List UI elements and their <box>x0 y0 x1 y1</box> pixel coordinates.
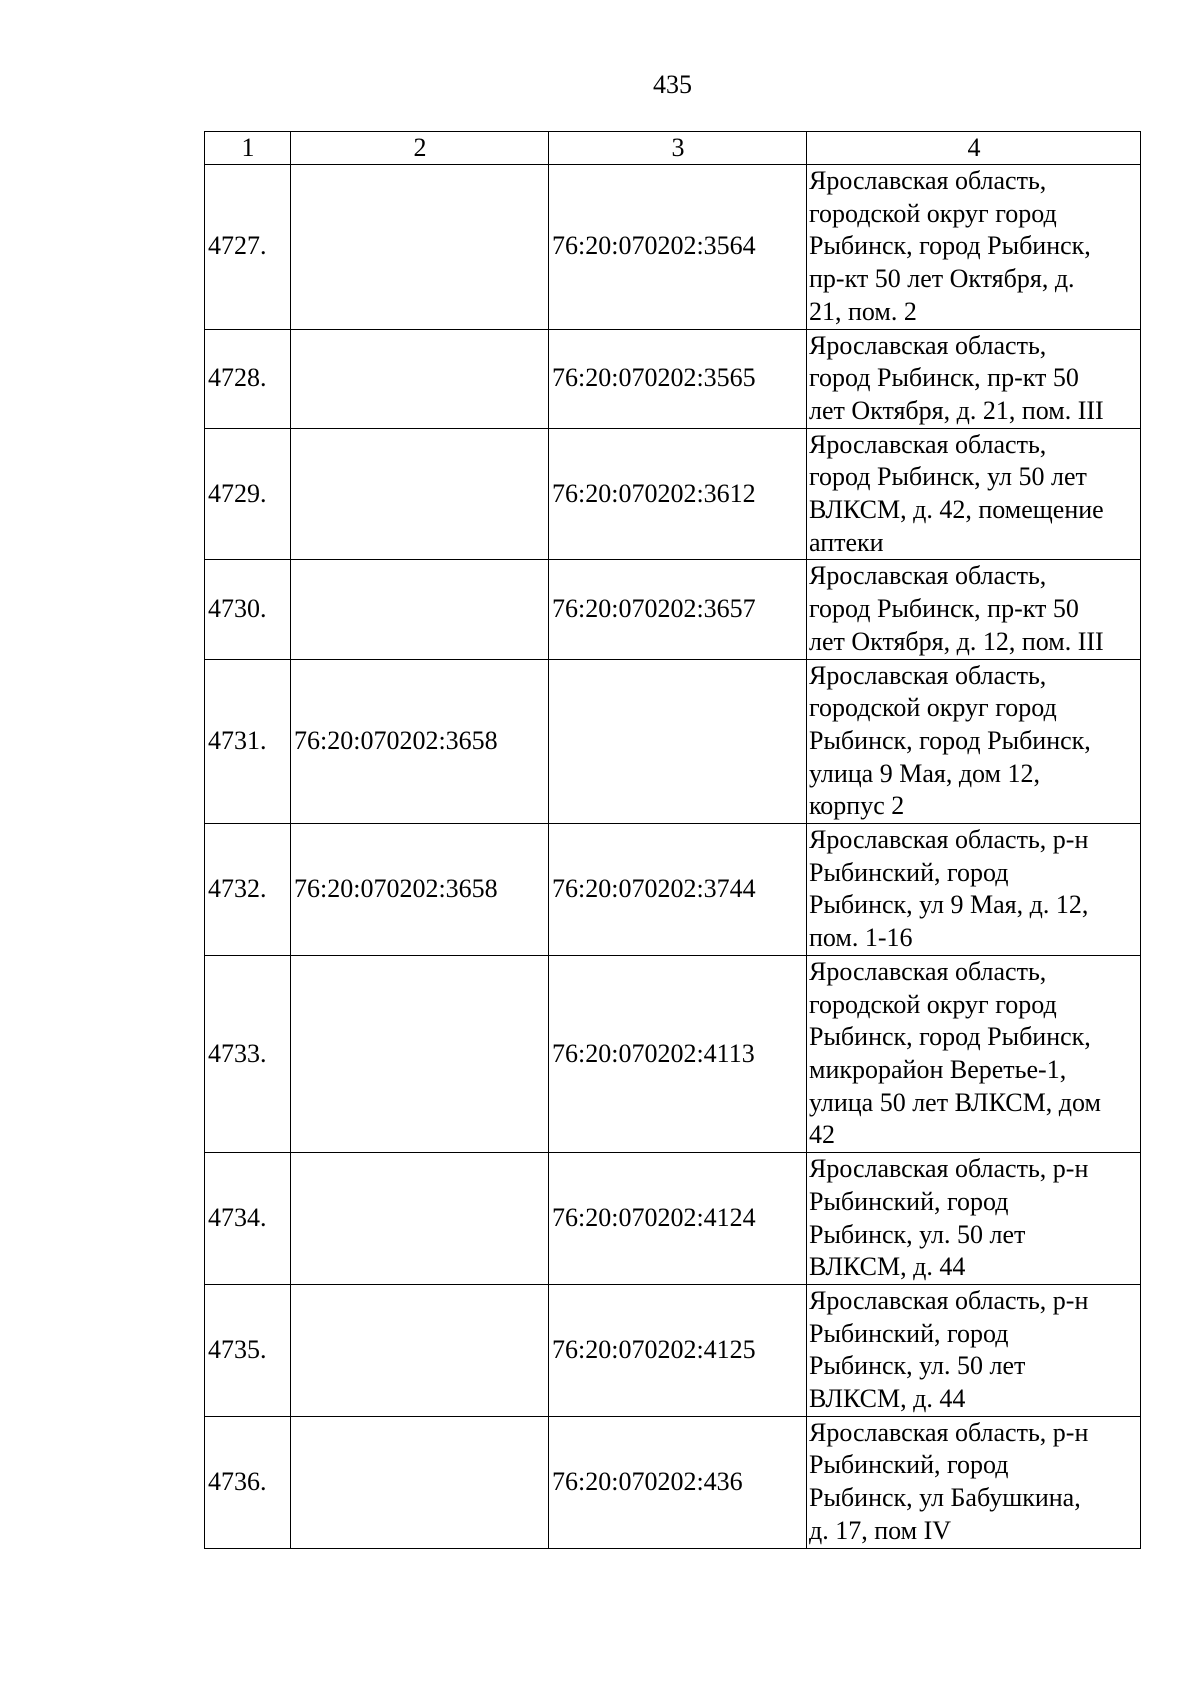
address-line: аптеки <box>809 527 884 557</box>
address-cell <box>807 1416 1141 1548</box>
address-line: городской округ город <box>809 198 1057 228</box>
header-cell-3: 3 <box>549 132 807 165</box>
address-line: пр-кт 50 лет Октября, д. <box>809 264 1075 294</box>
address-line: Ярославская область, р-н <box>809 825 1089 855</box>
column-3-cell: 76:20:070202:4125 <box>549 1284 807 1416</box>
address-line: Рыбинск, ул. 50 лет <box>809 1219 1026 1249</box>
address-line: Ярославская область, <box>809 166 1047 195</box>
column-3-cell: 76:20:070202:3612 <box>549 428 807 560</box>
table-row <box>205 955 1141 1152</box>
column-2-cell <box>291 560 549 659</box>
column-2-cell <box>291 1416 549 1548</box>
column-2-cell <box>291 329 549 428</box>
table-row <box>205 560 1141 659</box>
table-row <box>205 824 1141 956</box>
address-cell <box>807 560 1141 659</box>
address-line: Ярославская область, р-н <box>809 1285 1089 1315</box>
column-3-cell: 76:20:070202:3564 <box>549 165 807 330</box>
address-line: микрорайон Веретье-1, <box>809 1054 1067 1084</box>
header-cell-1: 1 <box>205 132 291 165</box>
table-row <box>205 1153 1141 1285</box>
header-cell-4: 4 <box>807 132 1141 165</box>
address-cell <box>807 1284 1141 1416</box>
address-line: Ярославская область, <box>809 330 1047 360</box>
column-2-cell <box>291 428 549 560</box>
column-3-cell: 76:20:070202:3657 <box>549 560 807 659</box>
address-cell <box>807 329 1141 428</box>
address-line: ВЛКСМ, д. 44 <box>809 1384 966 1414</box>
table-row <box>205 659 1141 824</box>
address-line: город Рыбинск, ул 50 лет <box>809 462 1087 492</box>
column-2-cell <box>291 955 549 1152</box>
address-line: Рыбинский, город <box>809 1186 1009 1216</box>
table-row <box>205 428 1141 560</box>
column-2-cell: 76:20:070202:3658 <box>291 824 549 956</box>
column-3-cell: 76:20:070202:4124 <box>549 1153 807 1285</box>
registry-table-body <box>205 132 1141 1549</box>
address-line: лет Октября, д. 21, пом. III <box>809 395 1104 425</box>
address-line: лет Октября, д. 12, пом. III <box>809 626 1104 656</box>
header-row <box>205 132 1141 165</box>
column-2-cell <box>291 1284 549 1416</box>
address-cell <box>807 1153 1141 1285</box>
address-line: пом. 1-16 <box>809 923 913 953</box>
address-cell <box>807 955 1141 1152</box>
address-line: город Рыбинск, пр-кт 50 <box>809 363 1079 393</box>
address-line: город Рыбинск, пр-кт 50 <box>809 594 1079 624</box>
row-number-cell: 4732. <box>205 824 291 956</box>
address-line: Ярославская область, <box>809 956 1047 986</box>
address-line: улица 9 Мая, дом 12, <box>809 758 1041 788</box>
address-line: Рыбинский, город <box>809 857 1009 887</box>
address-line: Ярославская область, <box>809 429 1047 459</box>
column-3-cell: 76:20:070202:4113 <box>549 955 807 1152</box>
row-number-cell: 4730. <box>205 560 291 659</box>
address-line: Рыбинск, город Рыбинск, <box>809 231 1091 261</box>
address-line: Рыбинск, ул. 50 лет <box>809 1351 1026 1381</box>
address-cell <box>807 428 1141 560</box>
address-cell <box>807 659 1141 824</box>
address-line: ВЛКСМ, д. 42, помещение <box>809 495 1104 525</box>
row-number-cell: 4727. <box>205 165 291 330</box>
row-number-cell: 4731. <box>205 659 291 824</box>
column-2-cell: 76:20:070202:3658 <box>291 659 549 824</box>
column-3-cell: 76:20:070202:3744 <box>549 824 807 956</box>
column-2-cell <box>291 165 549 330</box>
address-line: Рыбинский, город <box>809 1318 1009 1348</box>
address-line: городской округ город <box>809 693 1057 723</box>
page-number: 435 <box>653 70 692 99</box>
address-line: Рыбинск, город Рыбинск, <box>809 1022 1091 1052</box>
address-line: Рыбинск, ул Бабушкина, <box>809 1483 1081 1513</box>
address-line: д. 17, пом IV <box>809 1515 952 1545</box>
address-line: Рыбинск, город Рыбинск, <box>809 725 1091 755</box>
address-line: 21, пом. 2 <box>809 296 917 326</box>
address-line: городской округ город <box>809 989 1057 1019</box>
address-line: улица 50 лет ВЛКСМ, дом <box>809 1087 1101 1117</box>
address-cell <box>807 165 1141 330</box>
table-row <box>205 329 1141 428</box>
column-3-cell: 76:20:070202:3565 <box>549 329 807 428</box>
row-number-cell: 4733. <box>205 955 291 1152</box>
column-3-cell: 76:20:070202:436 <box>549 1416 807 1548</box>
table-row <box>205 1416 1141 1548</box>
address-line: Ярославская область, <box>809 561 1047 591</box>
row-number-cell: 4729. <box>205 428 291 560</box>
address-line: Ярославская область, р-н <box>809 1417 1089 1447</box>
row-number-cell: 4735. <box>205 1284 291 1416</box>
address-line: Ярославская область, <box>809 660 1047 690</box>
row-number-cell: 4734. <box>205 1153 291 1285</box>
table-row <box>205 1284 1141 1416</box>
row-number-cell: 4728. <box>205 329 291 428</box>
row-number-cell: 4736. <box>205 1416 291 1548</box>
address-line: ВЛКСМ, д. 44 <box>809 1252 966 1282</box>
header-cell-2: 2 <box>291 132 549 165</box>
address-cell <box>807 824 1141 956</box>
table-row <box>205 165 1141 330</box>
column-2-cell <box>291 1153 549 1285</box>
address-line: корпус 2 <box>809 791 905 821</box>
address-line: Ярославская область, р-н <box>809 1154 1089 1184</box>
column-3-cell <box>549 659 807 824</box>
address-line: Рыбинск, ул 9 Мая, д. 12, <box>809 890 1089 920</box>
address-line: 42 <box>809 1120 835 1150</box>
registry-table <box>204 131 1141 1549</box>
address-line: Рыбинский, город <box>809 1450 1009 1480</box>
